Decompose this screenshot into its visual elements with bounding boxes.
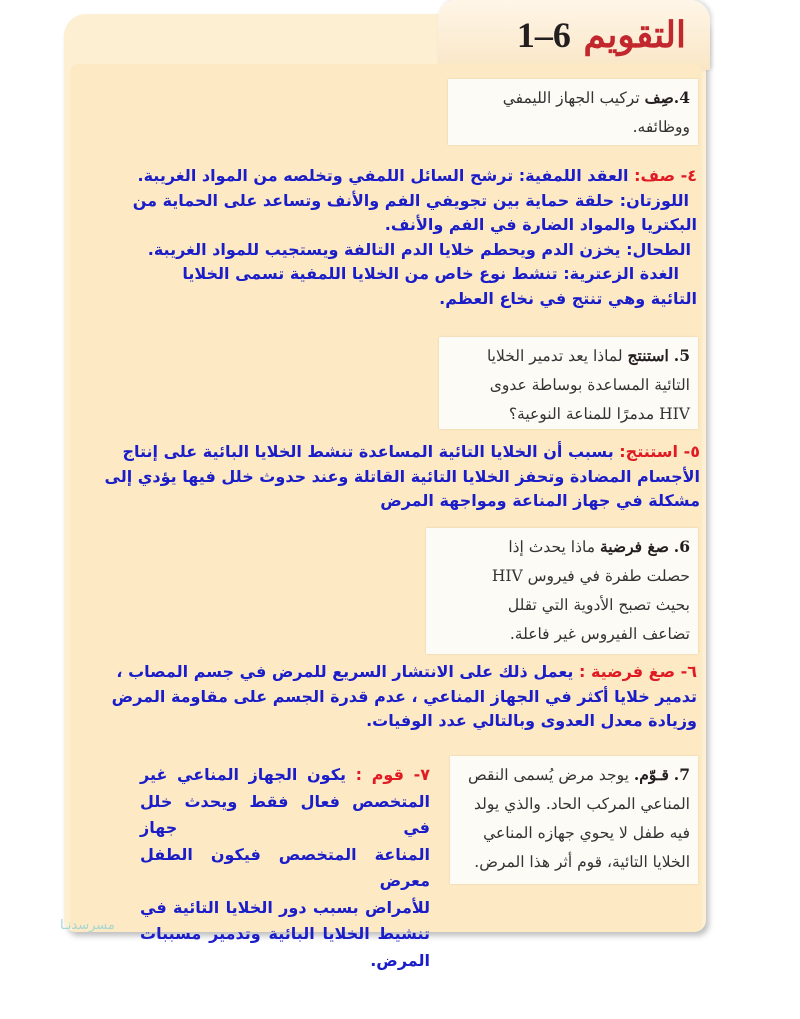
watermark: مسرسدنـا <box>60 918 115 933</box>
book-question-4: 4.صِف تركيب الجهاز الليمفي ووظائفه. <box>448 79 698 145</box>
answer-6: ٦- صغ فرضية : يعمل ذلك على الانتشار السريع للمرض في جسم المصاب ، تدمير خلايا أكثر في الجهاز المناعي ، عدم قدرة الجسم على مقاومة المرض وزيادة معدل العدوى وبالتالي عدد الوفيات. <box>111 662 697 730</box>
answer-7: ٧- قوم : يكون الجهاز المناعي غير المتخصص فعال فقط ويحدث خلل في جهاز المناعة المتخصص فيكون الطفل معرض للأمراض بسبب دور الخلايا التائية في تنشيط الخلايا البائية وتدمير مسببات المرض. <box>140 765 430 970</box>
book-question-7: 7. قـوّم. يوجد مرض يُسمى النقص المناعي المركب الحاد. والذي يولد فيه طفل لا يحوي جهازه المناعي الخلايا التائية، قوم أثر هذا المرض. <box>450 756 698 884</box>
book-question-6: 6. صغ فرضية ماذا يحدث إذا حصلت طفرة في فيروس HIV بحيث تصبح الأدوية التي تقلل تضاعف الفيروس غير فاعلة. <box>426 528 698 654</box>
title-word: التقويم <box>583 14 686 56</box>
answer-4: ٤- صف: العقد اللمفية: ترشح السائل اللمفي وتخلصه من المواد الغريبة. اللوزتان: حلقة حماية بين تجويفي الفم والأنف وتساعد على الحماية من البكتريا والمواد الضارة في الفم والأنف. الطحال: يخزن الدم ويحطم خلايا الدم التالفة ويستجيب للمواد الغريبة. الغدة الزعترية: تنشط نوع خاص من الخلايا اللمفية تسمى الخلايا التائية وهي تنتج في نخاع العظم. <box>132 166 697 308</box>
title-number: 6–1 <box>516 15 571 55</box>
header-tab <box>438 0 710 70</box>
book-question-5: 5. استنتج لماذا يعد تدمير الخلايا التائية المساعدة بوساطة عدوى HIV مدمرًا للمناعة النوعية؟ <box>439 337 698 429</box>
answer-5: ٥- استنتج: بسبب أن الخلايا التائية المساعدة تنشط الخلايا البائية على إنتاج الأجسام المضادة وتحفز الخلايا التائية القاتلة وعند حدوث خلل فيها يؤدي إلى مشكلة في جهاز المناعة ومواجهة المرض <box>104 442 700 510</box>
page-title <box>517 14 686 56</box>
